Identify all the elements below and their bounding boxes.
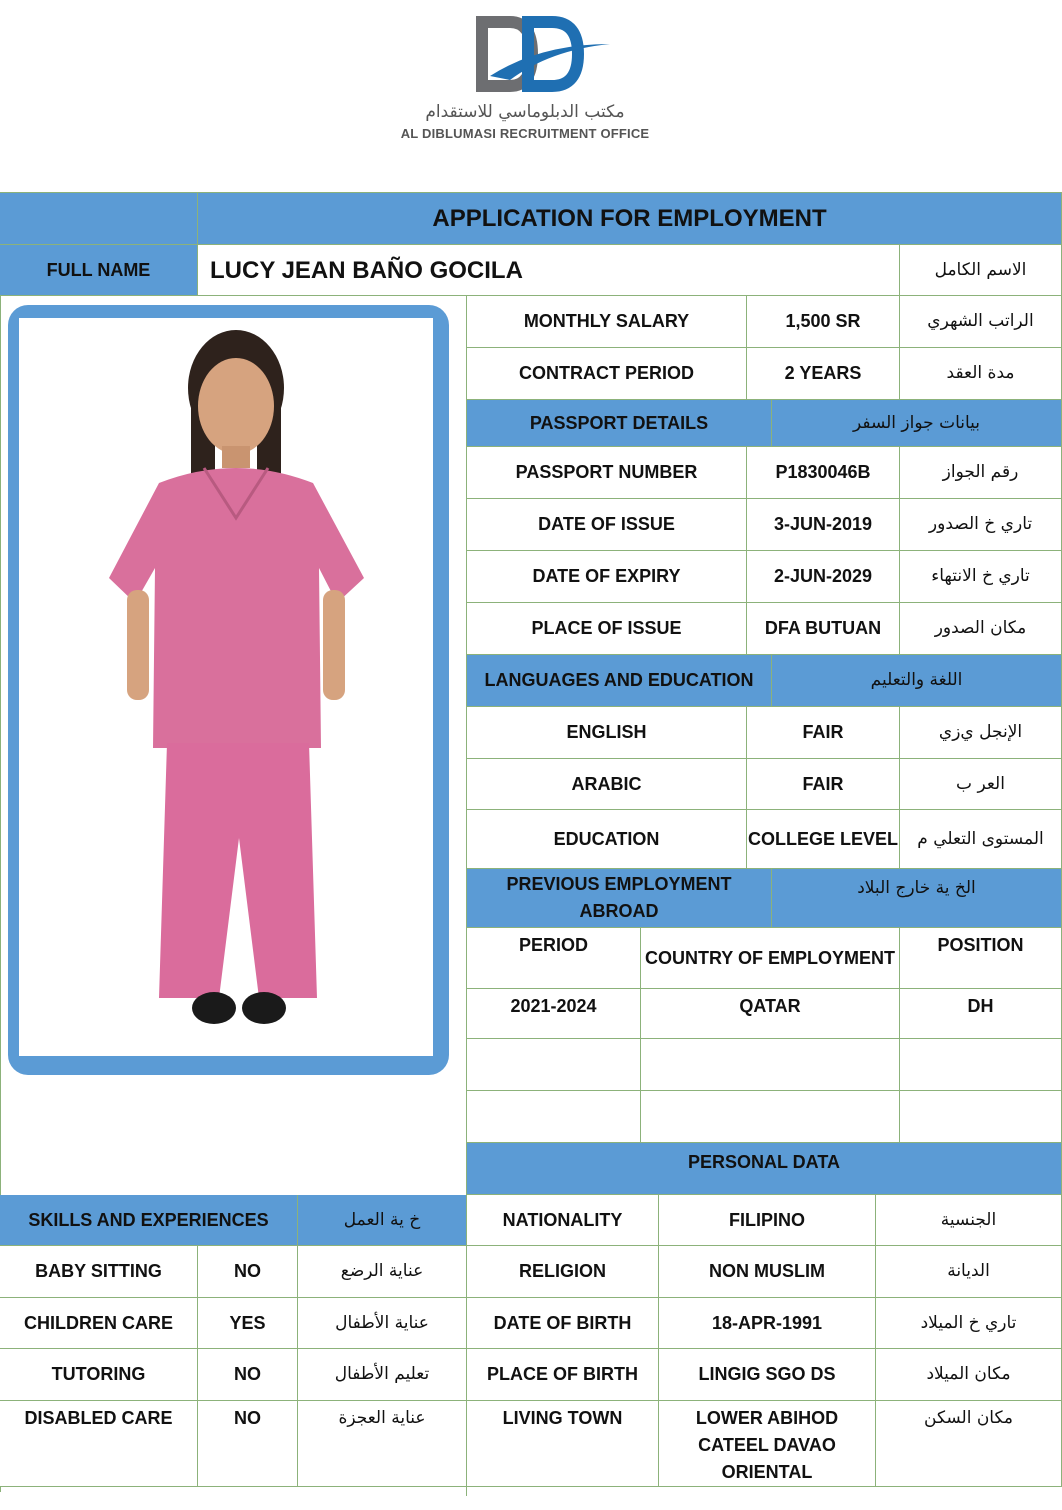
education-value: COLLEGE LEVEL [747,810,900,869]
monthly-salary-label: MONTHLY SALARY [467,296,747,348]
disabled-care-arabic: عناية العجزة [298,1401,467,1487]
nationality-label: NATIONALITY [467,1195,659,1246]
full-name-arabic: الاسم الكامل [900,245,1062,296]
contract-period-value: 2 YEARS [747,348,900,400]
education-label: EDUCATION [467,810,747,869]
page-header [0,0,1062,192]
date-of-birth-label: DATE OF BIRTH [467,1298,659,1349]
form-title: APPLICATION FOR EMPLOYMENT [198,193,1062,245]
children-care-value: YES [198,1298,298,1349]
children-care-label: CHILDREN CARE [0,1298,198,1349]
contract-period-arabic: مدة العقد [900,348,1062,400]
living-town-arabic: مكان السكن [876,1401,1062,1487]
place-of-birth-arabic: مكان الميلاد [876,1349,1062,1401]
disabled-care-label: DISABLED CARE [0,1401,198,1487]
date-of-issue-value: 3-JUN-2019 [747,499,900,551]
employment-period-header: PERIOD [467,928,641,989]
nationality-value: FILIPINO [659,1195,876,1246]
passport-number-arabic: رقم الجواز [900,447,1062,499]
languages-education-header-arabic: اللغة والتعليم [772,655,1062,707]
religion-value: NON MUSLIM [659,1246,876,1298]
employment-row-2-period [467,1039,641,1091]
living-town-value: LOWER ABIHOD CATEEL DAVAO ORIENTAL [659,1401,876,1487]
employment-row-2-country [641,1039,900,1091]
english-value: FAIR [747,707,900,759]
place-of-issue-arabic: مكان الصدور [900,603,1062,655]
previous-employment-header: PREVIOUS EMPLOYMENT ABROAD [467,869,772,928]
employment-position-header: POSITION [900,928,1062,989]
title-left-blank [0,193,198,245]
company-logo-icon [470,14,615,94]
employment-row-3-position [900,1091,1062,1143]
baby-sitting-value: NO [198,1246,298,1298]
living-town-label: LIVING TOWN [467,1401,659,1487]
applicant-photo [19,318,433,1056]
children-care-arabic: عناية الأطفال [298,1298,467,1349]
tutoring-arabic: تعليم الأطفال [298,1349,467,1401]
tutoring-label: TUTORING [0,1349,198,1401]
employment-row-3-country [641,1091,900,1143]
passport-number-value: P1830046B [747,447,900,499]
logo-english-text: AL DIBLUMASI RECRUITMENT OFFICE [400,126,650,141]
date-of-expiry-arabic: تاري خ الانتهاء [900,551,1062,603]
contract-period-label: CONTRACT PERIOD [467,348,747,400]
education-arabic: المستوى التعلي م [900,810,1062,869]
date-of-issue-arabic: تاري خ الصدور [900,499,1062,551]
previous-employment-header-arabic: الخ ية خارج البلاد [772,869,1062,928]
place-of-birth-label: PLACE OF BIRTH [467,1349,659,1401]
employment-row-1-position: DH [900,989,1062,1039]
employment-row-1-country: QATAR [641,989,900,1039]
religion-arabic: الديانة [876,1246,1062,1298]
nationality-arabic: الجنسية [876,1195,1062,1246]
passport-details-header: PASSPORT DETAILS [467,400,772,447]
date-of-birth-value: 18-APR-1991 [659,1298,876,1349]
languages-education-header: LANGUAGES AND EDUCATION [467,655,772,707]
monthly-salary-arabic: الراتب الشهري [900,296,1062,348]
religion-label: RELIGION [467,1246,659,1298]
english-label: ENGLISH [467,707,747,759]
date-of-expiry-label: DATE OF EXPIRY [467,551,747,603]
employment-country-header: COUNTRY OF EMPLOYMENT [641,928,900,989]
employment-row-3-period [467,1091,641,1143]
date-of-issue-label: DATE OF ISSUE [467,499,747,551]
employment-row-2-position [900,1039,1062,1091]
date-of-expiry-value: 2-JUN-2029 [747,551,900,603]
passport-details-header-arabic: بيانات جواز السفر [772,400,1062,447]
skills-header-arabic: خ ية العمل [298,1195,467,1246]
skills-header: SKILLS AND EXPERIENCES [0,1195,298,1246]
full-name-label: FULL NAME [0,245,198,296]
full-name-value: LUCY JEAN BAÑO GOCILA [198,245,900,296]
personal-data-header: PERSONAL DATA [467,1143,1062,1195]
passport-number-label: PASSPORT NUMBER [467,447,747,499]
disabled-care-value: NO [198,1401,298,1487]
arabic-arabic: العر ب [900,759,1062,810]
arabic-label: ARABIC [467,759,747,810]
arabic-value: FAIR [747,759,900,810]
logo-arabic-text: مكتب الدبلوماسي للاستقدام [425,102,625,122]
employment-row-1-period: 2021-2024 [467,989,641,1039]
baby-sitting-label: BABY SITTING [0,1246,198,1298]
date-of-birth-arabic: تاري خ الميلاد [876,1298,1062,1349]
place-of-issue-value: DFA BUTUAN [747,603,900,655]
monthly-salary-value: 1,500 SR [747,296,900,348]
baby-sitting-arabic: عناية الرضع [298,1246,467,1298]
place-of-issue-label: PLACE OF ISSUE [467,603,747,655]
english-arabic: الإنجل ‌ي‌زي [900,707,1062,759]
place-of-birth-value: LINGIG SGO DS [659,1349,876,1401]
tutoring-value: NO [198,1349,298,1401]
